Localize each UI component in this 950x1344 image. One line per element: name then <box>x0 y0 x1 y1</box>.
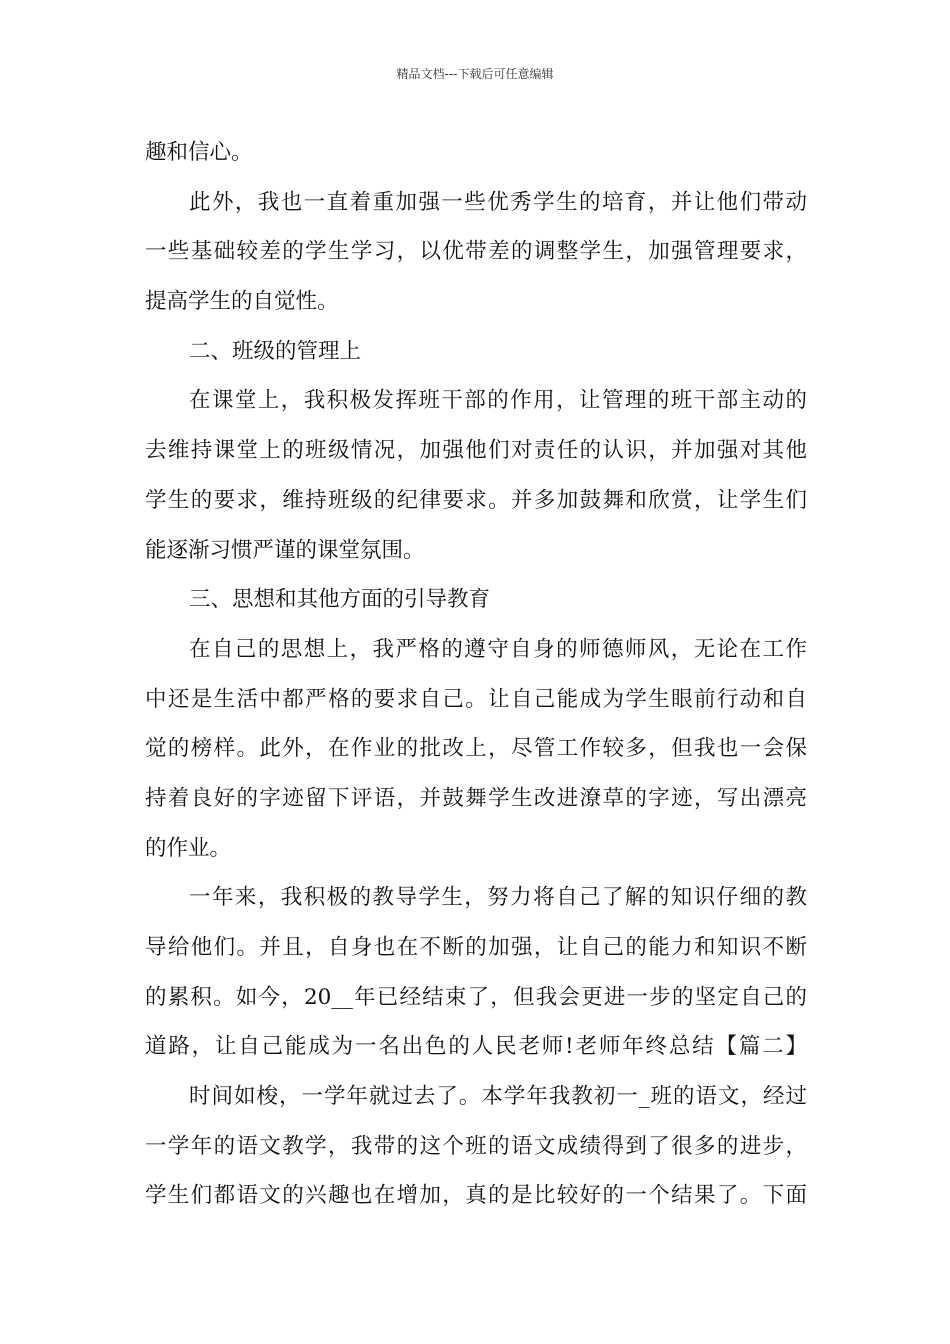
text-line: 道路，让自己能成为一名出色的人民老师!老师年终总结【篇二】 <box>145 1034 807 1060</box>
text-line: 能逐渐习惯严谨的课堂氛围。 <box>145 537 425 563</box>
text-line: 学生的要求，维持班级的纪律要求。并多加鼓舞和欣赏，让学生们 <box>145 487 807 513</box>
text-line: 此外，我也一直着重加强一些优秀学生的培育，并让他们带动 <box>189 189 807 215</box>
text-line: 时间如梭，一学年就过去了。本学年我教初一_班的语文，经过 <box>189 1084 807 1110</box>
text-line: 趣和信心。 <box>145 140 253 165</box>
text-line: 的累积。如今，20__年已经结束了，但我会更进一步的坚定自己的 <box>145 984 807 1010</box>
text-line: 在课堂上，我积极发挥班干部的作用，让管理的班干部主动的 <box>189 388 807 414</box>
text-line: 一学年的语文教学，我带的这个班的语文成绩得到了很多的进步， <box>145 1133 807 1159</box>
text-line: 一些基础较差的学生学习，以优带差的调整学生，加强管理要求， <box>145 239 807 265</box>
document-body <box>145 128 807 1221</box>
text-line: 在自己的思想上，我严格的遵守自身的师德师风，无论在工作 <box>189 636 807 662</box>
text-line: 学生们都语文的兴趣也在增加，真的是比较好的一个结果了。下面 <box>145 1183 807 1209</box>
text-line: 觉的榜样。此外，在作业的批改上，尽管工作较多，但我也一会保 <box>145 736 807 762</box>
text-line: 导给他们。并且，自身也在不断的加强，让自己的能力和知识不断 <box>145 935 807 960</box>
page-header: 精品文档---下载后可任意编辑 <box>396 67 554 81</box>
text-line: 一年来，我积极的教导学生，努力将自己了解的知识仔细的教 <box>189 885 807 911</box>
text-line: 提高学生的自觉性。 <box>145 289 339 315</box>
text-line: 的作业。 <box>145 835 232 861</box>
text-line: 持着良好的字迹留下评语，并鼓舞学生改进潦草的字迹，写出漂亮 <box>145 785 807 811</box>
section-heading: 二、班级的管理上 <box>189 338 362 364</box>
section-heading: 三、思想和其他方面的引导教育 <box>189 587 491 613</box>
text-line: 去维持课堂上的班级情况，加强他们对责任的认识，并加强对其他 <box>145 438 807 464</box>
text-line: 中还是生活中都严格的要求自己。让自己能成为学生眼前行动和自 <box>145 686 807 712</box>
